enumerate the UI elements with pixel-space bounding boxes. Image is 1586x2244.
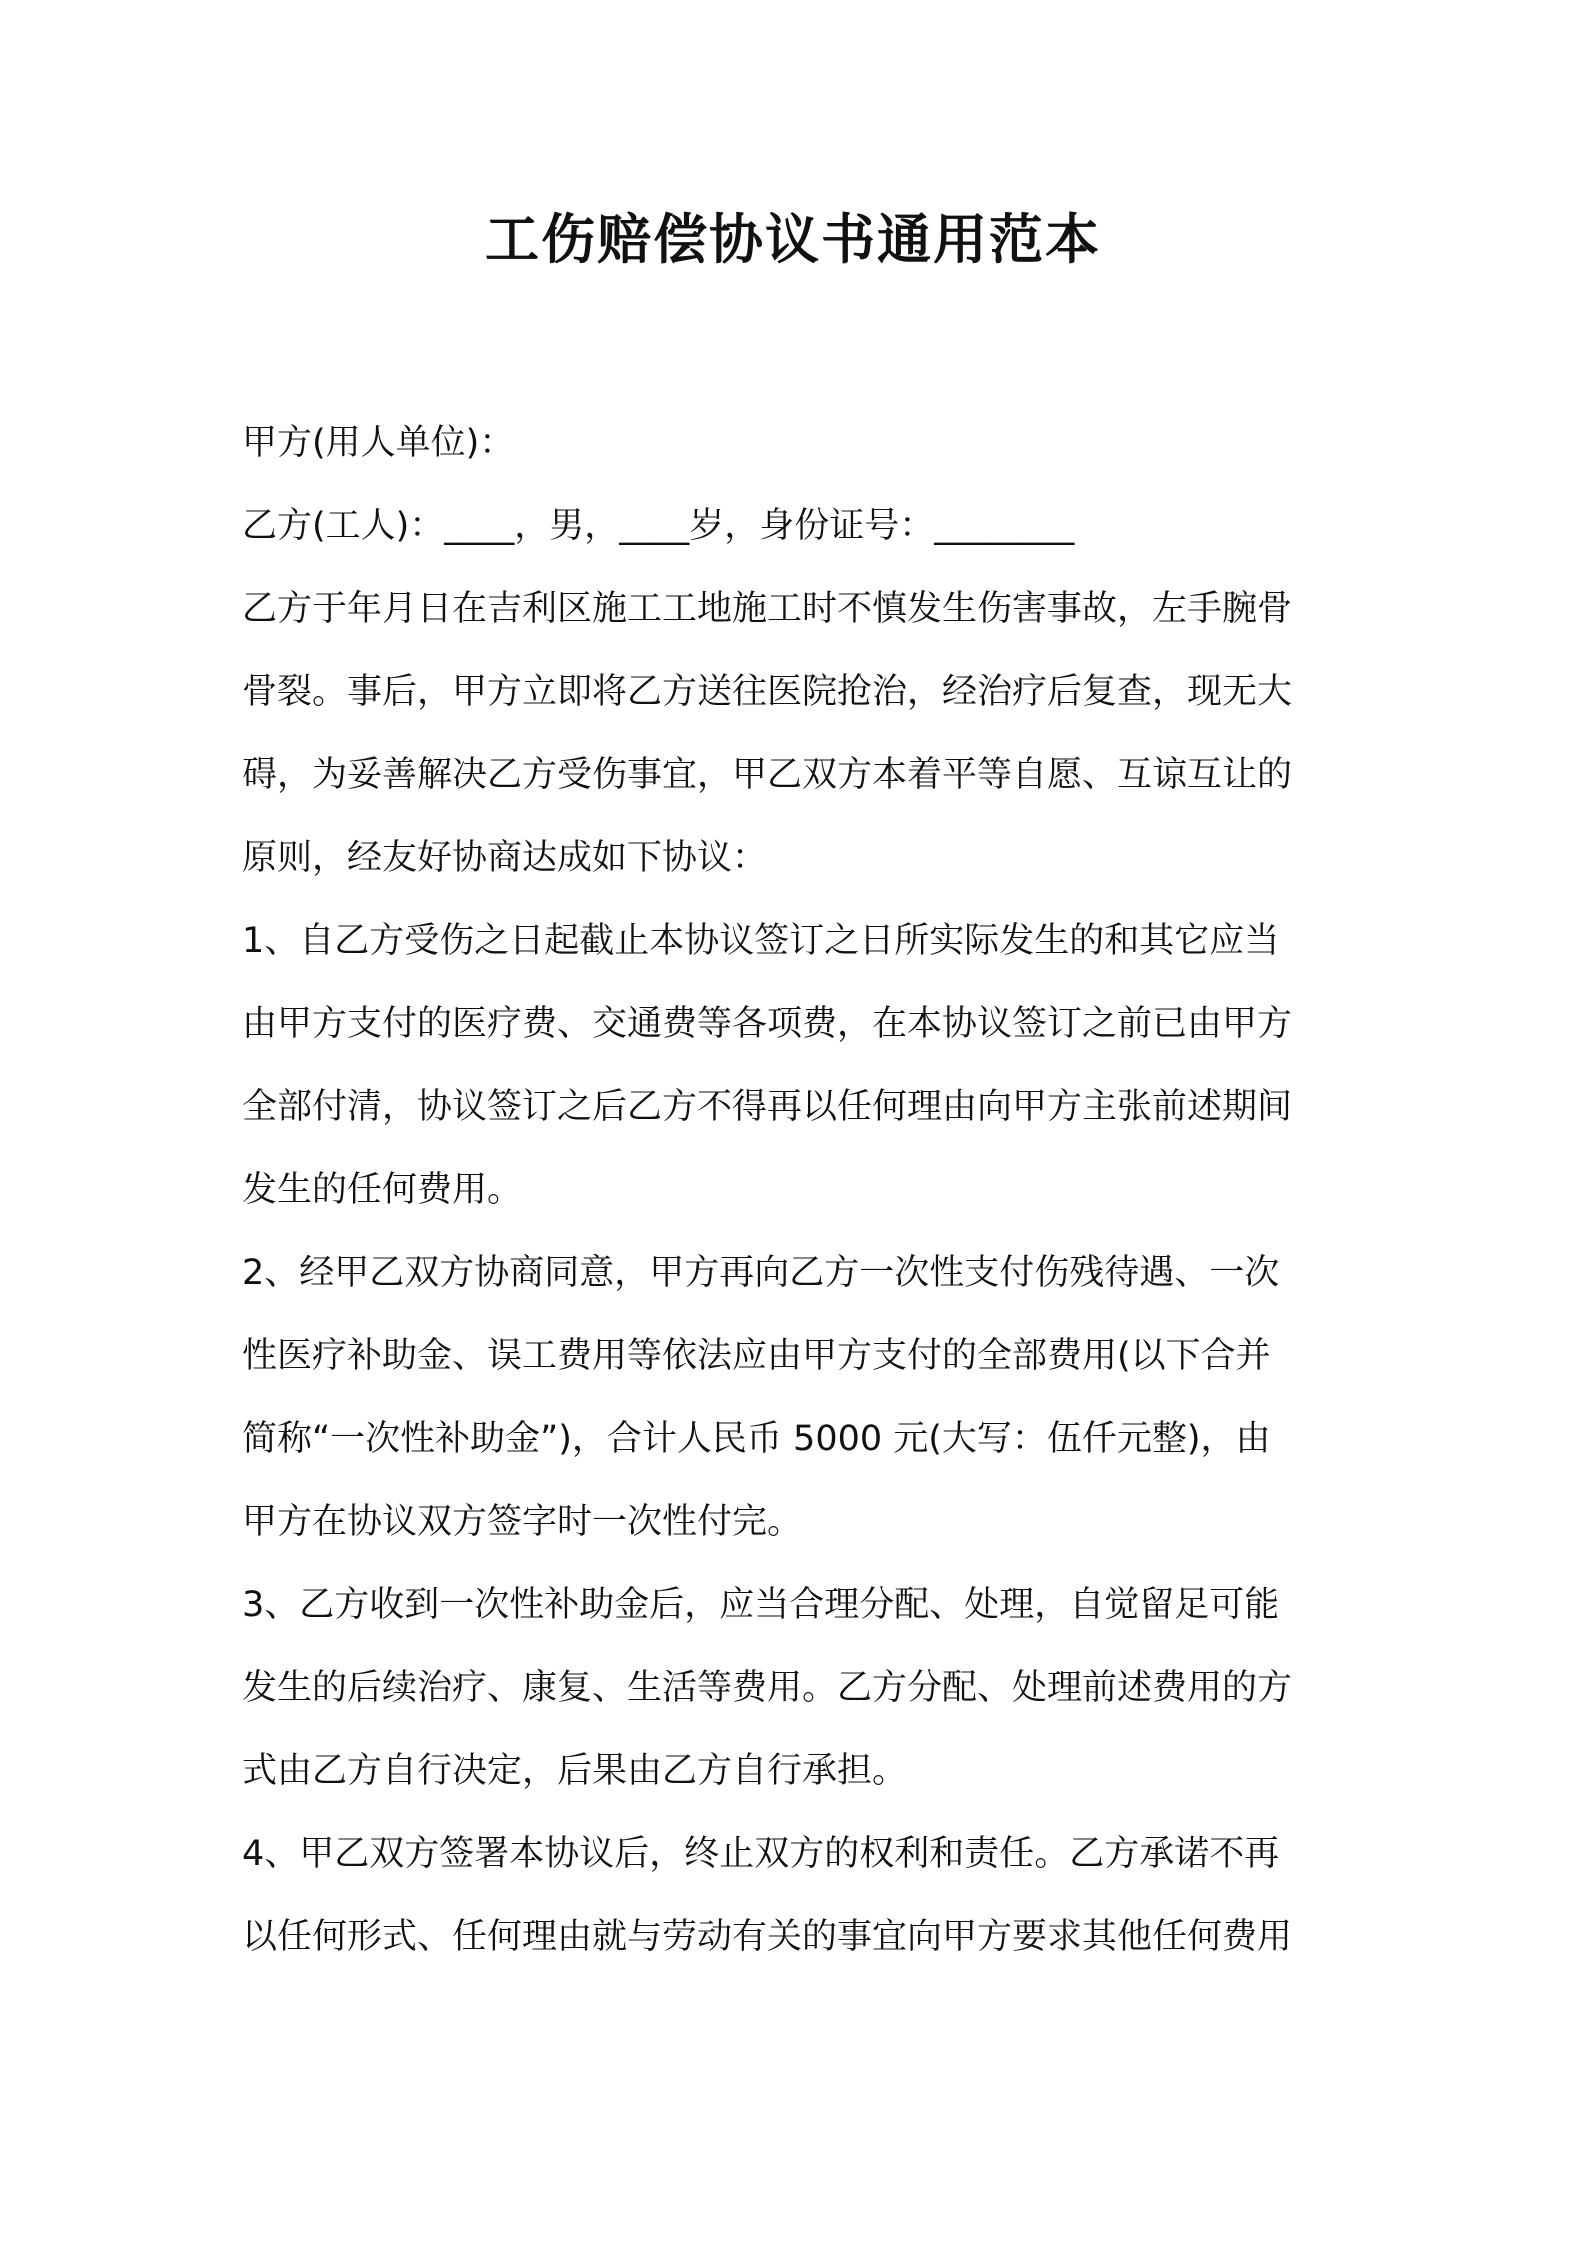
clause-4-line: 以任何形式、任何理由就与劳动有关的事宜向甲方要求其他任何费用 xyxy=(242,1917,1293,1957)
clause-1-line: 1、自乙方受伤之日起截止本协议签订之日所实际发生的和其它应当 xyxy=(242,921,1280,961)
clause-3-line: 式由乙方自行决定，后果由乙方自行承担。 xyxy=(242,1751,908,1791)
document-body xyxy=(242,402,1357,1979)
party-a-line: 甲方(用人单位)： xyxy=(242,423,515,463)
clause-2-line: 2、经甲乙双方协商同意，甲方再向乙方一次性支付伤残待遇、一次 xyxy=(242,1253,1280,1293)
body-text-line: 原则，经友好协商达成如下协议： xyxy=(242,838,768,878)
body-text-line: 骨裂。事后，甲方立即将乙方送往医院抢治，经治疗后复查，现无大 xyxy=(242,672,1293,712)
body-text-line: 乙方于年月日在吉利区施工工地施工时不慎发生伤害事故，左手腕骨 xyxy=(242,589,1293,629)
clause-1-line: 全部付清，协议签订之后乙方不得再以任何理由向甲方主张前述期间 xyxy=(242,1087,1293,1127)
clause-2-line: 甲方在协议双方签字时一次性付完。 xyxy=(242,1502,803,1542)
body-text-line: 碍，为妥善解决乙方受伤事宜，甲乙双方本着平等自愿、互谅互让的 xyxy=(242,755,1293,795)
clause-2-line: 性医疗补助金、误工费用等依法应由甲方支付的全部费用(以下合并 xyxy=(242,1336,1271,1376)
clause-2-line: 简称“一次性补助金”)，合计人民币 5000 元(大写：伍仟元整)，由 xyxy=(242,1419,1271,1459)
document-title: 工伤赔偿协议书通用范本 xyxy=(485,208,1101,271)
clause-1-line: 由甲方支付的医疗费、交通费等各项费，在本协议签订之前已由甲方 xyxy=(242,1004,1293,1044)
clause-3-line: 3、乙方收到一次性补助金后，应当合理分配、处理，自觉留足可能 xyxy=(242,1585,1280,1625)
clause-1-line: 发生的任何费用。 xyxy=(242,1170,523,1210)
party-b-line: 乙方(工人)：____，男，____岁，身份证号：________ xyxy=(242,506,1075,546)
clause-3-line: 发生的后续治疗、康复、生活等费用。乙方分配、处理前述费用的方 xyxy=(242,1668,1293,1708)
clause-4-line: 4、甲乙双方签署本协议后，终止双方的权利和责任。乙方承诺不再 xyxy=(242,1834,1280,1874)
